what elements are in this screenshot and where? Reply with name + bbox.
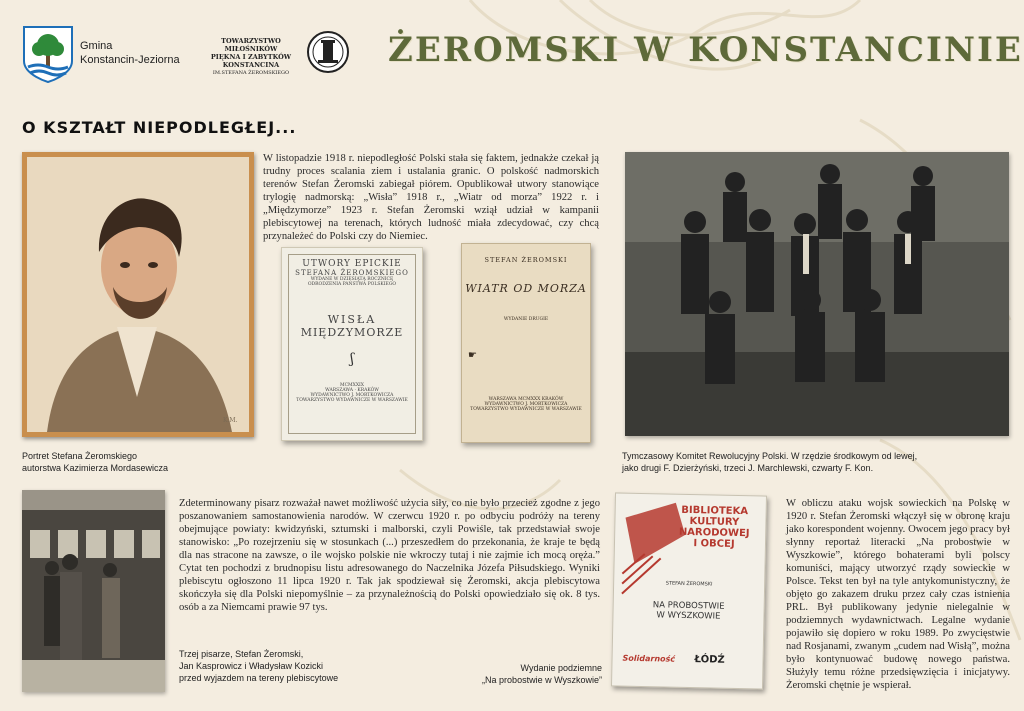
portrait-painting — [27, 157, 249, 432]
book1-series-4: ODRODZENIA PAŃSTWA POLSKIEGO — [307, 282, 397, 287]
writers-caption-line-2: Jan Kasprowicz i Władysław Kozicki — [179, 661, 324, 671]
book-wiatr-od-morza — [461, 243, 591, 443]
writers-caption — [179, 648, 338, 684]
book3-series-3: NARODOWEJ — [678, 526, 750, 540]
pointing-hand-icon: ☛ — [468, 350, 477, 361]
committee-photo — [625, 152, 1009, 436]
book1-publisher-1: WARSZAWA · KRAKÓW — [325, 388, 379, 393]
soviet-paragraph: W obliczu ataku wojsk sowieckich na Polskę w 1920 r. Stefan Żeromski włączył się w obronę kraju jako korespondent wojenny. Owocem jego pracy był słynny reportaż literacki „Na probostwie w Wyszkowie”, którego bohaterami byli polscy komuniści, mający utworzyć rządy sowieckie w Polsce. Tekst ten był na tyle antykomunistyczny, że objęto go zakazem druku przez cały czas istnienia PRL. Był publikowany jedynie nielegalnie w podziemnych wydawnictwach. Legalne wydanie pojawiło się dopiero w roku 1989. Po zwycięstwie nad Rosjanami, zwanym „cudem nad Wisłą”, można było kontynuować budowę nowego państwa. Służyły temu różne przedsięwzięcia i inicjatywy. Żeromski chętnie je wspierał. — [786, 498, 1010, 691]
committee-caption-line-2: jako drugi F. Dzierżyński, trzeci J. Marchlewski, czwarty F. Kon. — [622, 463, 874, 473]
writers-caption-line-3: przed wyjazdem na tereny plebiscytowe — [179, 673, 339, 683]
portrait-caption-line-2: autorstwa Kazimierza Mordasewicza — [22, 463, 169, 473]
committee-caption-line-1: Tymczasowy Komitet Rewolucyjny Polski. W rzędzie środkowym od lewej, — [622, 451, 918, 461]
painter-signature: K.M. — [223, 417, 238, 424]
society-line-3: KONSTANCINA — [222, 61, 280, 69]
gmina-place: Konstancin-Jeziorna — [80, 54, 180, 66]
section-title: O KSZTAŁT NIEPODLEGŁEJ... — [22, 118, 297, 137]
plebiscite-paragraph: Zdeterminowany pisarz rozważał nawet możliwość użycia siły, co nie było przecież zgodne z jego poszanowaniem samostanowienia narodów. W czerwcu 1920 r. po odbyciu podróży na tereny obejmujące powiaty: kwidzyński, sztumski i malborski, czyli Powiśle, tak przedstawiał swoje stanowisko: „Po rozejrzeniu się w stosunkach (...) przeszedłem do przekonania, że kraje te będą dla nas stracone na zawsze, o ile wojsko polskie nie wkroczy tutaj i nie zajmie ich mocą oręża.” Cytat ten pochodzi z brudnopisu listu adresowanego do Naczelnika Józefa Piłsudskiego. Wyniki plebiscytu ogłoszono 11 lipca 1920 r. Tak jak spodziewał się Żeromski, akcja plebiscytowa skończyła się dla Polski niepomyślnie – za przynależnością do Polski opowiedziało się ok. 8 tys. osób a za Niemcami prawie 97 tys. — [179, 498, 600, 613]
portrait-frame — [22, 152, 254, 437]
portrait-caption-line-1: Portret Stefana Żeromskiego — [22, 451, 138, 461]
book1-publisher-2: WYDAWNICTWO J. MORTKOWICZA — [310, 393, 394, 398]
page-title: ŻEROMSKI W KONSTANCINIE — [388, 30, 1023, 70]
book3-city: ŁÓDŹ — [694, 654, 725, 666]
portrait-caption — [22, 450, 168, 474]
society-line-2: PIĘKNA I ZABYTKÓW — [210, 53, 292, 61]
book1-series-2: STEFANA ŻEROMSKIEGO — [295, 269, 409, 277]
committee-photo-image — [625, 152, 1009, 436]
book3-title-2: W WYSZKOWIE — [656, 610, 721, 622]
committee-caption — [622, 450, 917, 474]
writers-photo-image — [22, 490, 165, 692]
gmina-coat-of-arms — [22, 25, 74, 83]
book3-series-2: KULTURY — [689, 515, 740, 529]
book2-title: WIATR OD MORZA — [465, 282, 587, 295]
book-na-probostwie — [611, 492, 767, 689]
book3-series-4: I OBCEJ — [693, 538, 735, 550]
society-emblem — [306, 30, 350, 74]
book1-year: MCMXXIX — [339, 383, 365, 388]
society-name — [196, 37, 306, 77]
book-wisla-miedzymorze — [281, 247, 423, 441]
underground-caption — [470, 662, 602, 686]
book1-title-1: WISŁA — [327, 313, 377, 326]
book1-series-3: WYDANE W DZIESIĄTĄ ROCZNICĘ — [310, 277, 394, 282]
book3-series-1: BIBLIOTEKA — [681, 504, 749, 518]
underground-caption-line-1: Wydanie podziemne — [520, 663, 602, 673]
book2-author: STEFAN ŻEROMSKI — [484, 256, 568, 264]
book2-publisher-1: WARSZAWA MCMXXX KRAKÓW — [488, 397, 564, 402]
writers-caption-line-1: Trzej pisarze, Stefan Żeromski, — [179, 649, 304, 659]
society-line-4: IM.STEFANA ŻEROMSKIEGO — [212, 70, 290, 76]
book1-publisher-3: TOWARZYSTWO WYDAWNICZE W WARSZAWIE — [296, 398, 408, 403]
underground-caption-line-2: „Na probostwie w Wyszkowie” — [482, 675, 602, 685]
book1-series-1: UTWORY EPICKIE — [302, 259, 402, 269]
book3-author: STEFAN ŻEROMSKI — [665, 580, 713, 588]
publisher-mark-icon: ʃ — [350, 351, 354, 367]
society-line-1: TOWARZYSTWO MIŁOŚNIKÓW — [221, 37, 281, 53]
book3-publisher-logo: Solidarność — [622, 653, 676, 664]
intro-paragraph: W listopadzie 1918 r. niepodległość Polski stała się faktem, jednakże czekał ją trudny proces scalania ziem i ustalania granic. O polskość nadmorskich terenów Stefan Żeromski zabiegał piórem. Opublikował utwory stanowiące trylogię nadmorską: „Wisła” 1918 r., „Wiatr od morza” 1922 r. i „Międzymorze” 1923 r. Stefan Żeromski wziął udział w kampanii plebiscytowej na terenach, których ludność miała zdecydować, czy chcą przynależeć do Polski czy do Niemiec. — [263, 153, 599, 242]
book1-title-2: MIĘDZYMORZE — [300, 326, 404, 339]
gmina-name: Gmina — [80, 40, 113, 52]
book2-publisher-2: WYDAWNICTWO J. MORTKOWICZA — [484, 402, 568, 407]
book2-edition: WYDANIE DRUGIE — [503, 317, 549, 322]
writers-photo — [22, 490, 165, 692]
gmina-label — [80, 39, 180, 67]
book3-title-1: NA PROBOSTWIE — [652, 600, 725, 612]
book2-publisher-3: TOWARZYSTWO WYDAWNICZE W WARSZAWIE — [470, 407, 582, 412]
